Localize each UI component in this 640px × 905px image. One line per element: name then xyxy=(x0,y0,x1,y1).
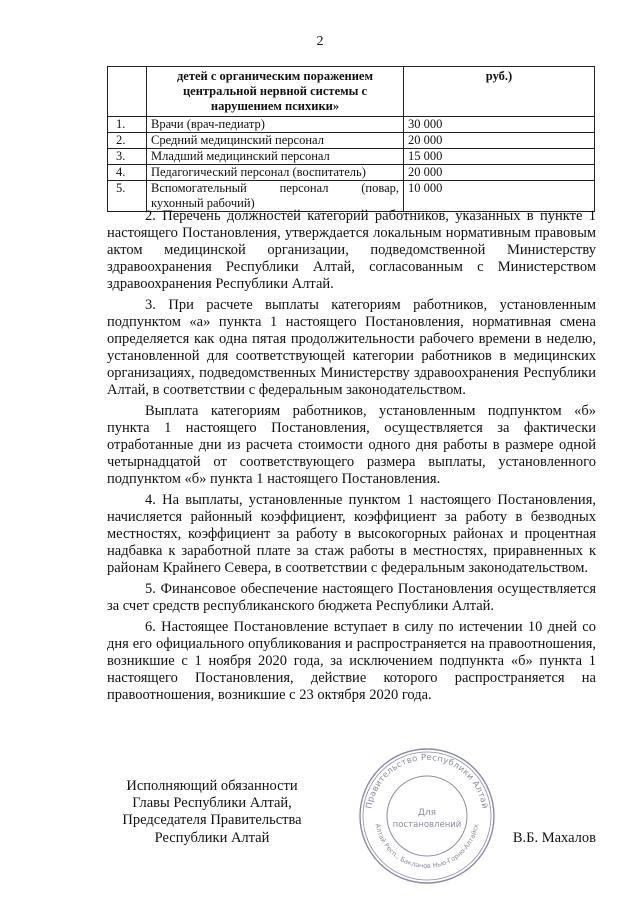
table-row xyxy=(108,149,595,165)
row-amount: 20 000 xyxy=(404,165,595,181)
table-header-amount: руб.) xyxy=(404,67,595,117)
table-header-num-cell xyxy=(108,67,147,117)
row-label-word: (повар, xyxy=(361,181,399,195)
row-label: Педагогический персонал (воспитатель) xyxy=(147,165,404,181)
stamp-center-line-2: постановлений xyxy=(392,820,462,830)
row-label: Средний медицинский персонал xyxy=(147,133,404,149)
table-row xyxy=(108,117,595,133)
row-amount: 20 000 xyxy=(404,133,595,149)
paragraph: Выплата категориям работников, установленным подпунктом «б» пункта 1 настоящего Постановления, осуществляется за фактически отработанные дни из расчета стоимости одного дня работы в размере одной четырнадцатой от соответствующего размера выплаты, установленного подпунктом «б» пункта 1 настоящего Постановления. xyxy=(107,403,596,488)
table-row xyxy=(108,133,595,149)
table-row xyxy=(108,165,595,181)
page-number: 2 xyxy=(316,34,324,49)
signatory-title-line: Республики Алтай xyxy=(154,829,270,846)
row-label-word: персонал xyxy=(279,181,329,195)
paragraph: 2. Перечень должностей категорий работников, указанных в пункте 1 настоящего Постановления, утверждается локальным нормативным правовым актом медицинской организации, подведомственной Министерству здравоохранения Республики Алтай, согласованным с Министерством здравоохранения Республики Алтай. xyxy=(107,208,596,293)
stamp-outer-text: Правительство Республики Алтай xyxy=(364,752,490,810)
signatory-name: В.Б. Махалов xyxy=(512,829,596,846)
row-amount: 10 000 xyxy=(404,181,595,212)
row-number: 2. xyxy=(108,133,147,149)
document-body xyxy=(107,208,596,708)
signatory-title-line: Главы Республики Алтай, xyxy=(132,795,292,812)
row-amount: 30 000 xyxy=(404,117,595,133)
row-amount: 15 000 xyxy=(404,149,595,165)
row-label-line: кухонный рабочий) xyxy=(151,196,255,210)
paragraph: 6. Настоящее Постановление вступает в силу по истечении 10 дней со дня его официального опубликования и распространяется на правоотношения, возникшие с 1 ноября 2020 года, за исключением подпункта «б» пункта 1 настоящего Постановления, действие которого распространяется на правоотношения, возникшие с 23 октября 2020 года. xyxy=(107,618,596,704)
row-label: Врачи (врач-педиатр) xyxy=(147,117,404,133)
signatory-title-line: Председателя Правительства xyxy=(122,812,302,829)
row-number: 1. xyxy=(108,117,147,133)
row-number: 4. xyxy=(108,165,147,181)
table-row xyxy=(108,181,595,212)
signatory-title-line: Исполняющий обязанности xyxy=(126,778,298,794)
payment-table xyxy=(107,66,595,212)
row-label: Младший медицинский персонал xyxy=(147,149,404,165)
row-number: 5. xyxy=(108,181,147,212)
paragraph: 5. Финансовое обеспечение настоящего Постановления осуществляется за счет средств республиканского бюджета Республики Алтай. xyxy=(107,580,596,615)
row-label xyxy=(147,181,404,212)
signature-block xyxy=(107,778,596,847)
official-seal-stamp xyxy=(358,747,496,885)
row-number: 3. xyxy=(108,149,147,165)
table-header-row xyxy=(108,67,595,117)
signatory-title xyxy=(107,778,317,847)
row-label-word: Вспомогательный xyxy=(151,181,247,195)
table-header-label: детей с органическим поражением центральной нервной системы с нарушением психики» xyxy=(147,67,404,117)
row-label-line xyxy=(151,181,399,196)
paragraph: 3. При расчете выплаты категориям работников, установленным подпунктом «а» пункта 1 настоящего Постановления, нормативная смена определяется как одна пятая продолжительности рабочего времени в неделю, установленной для соответствующей категории работников в медицинских организациях, подведомственных Министерству здравоохранения Республики Алтай, в соответствии с федеральным законодательством. xyxy=(107,296,596,399)
stamp-bottom-text: Алтай Респ., Бакланов Нью-Горно-Алтайск xyxy=(373,822,481,871)
paragraph: 4. На выплаты, установленные пунктом 1 настоящего Постановления, начисляется районный коэффициент, коэффициент за работу в безводных местностях, коэффициент за работу в высокогорных районах и процентная надбавка к заработной плате за стаж работы в местностях, приравненных к районам Крайнего Севера, в соответствии с федеральным законодательством. xyxy=(107,492,596,577)
stamp-center-line-1: Для xyxy=(417,808,437,818)
